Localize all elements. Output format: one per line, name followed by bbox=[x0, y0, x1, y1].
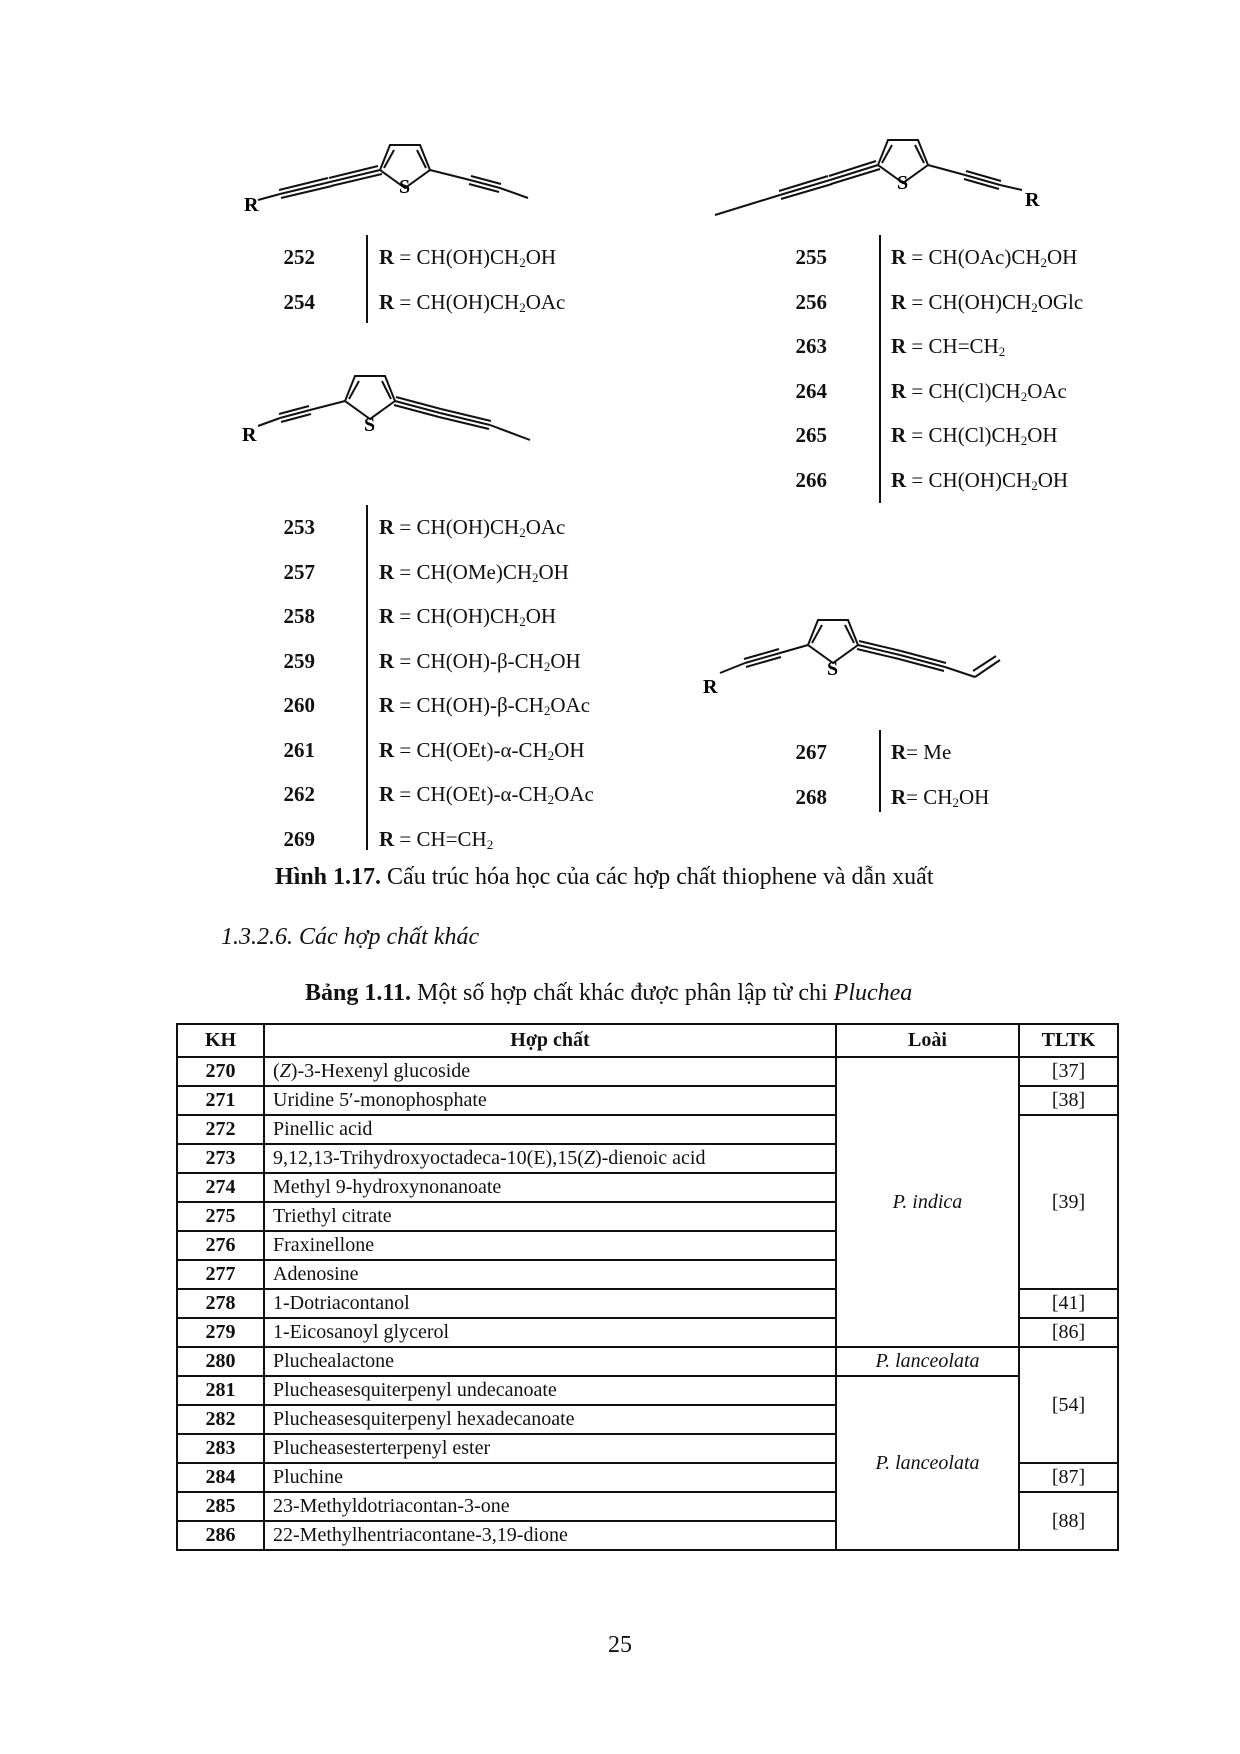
compound-name: 1-Eicosanoyl glycerol bbox=[264, 1318, 836, 1347]
reference-cell: [88] bbox=[1019, 1492, 1118, 1550]
compound-code: 270 bbox=[177, 1057, 264, 1086]
compound-name: 9,12,13-Trihydroxyoctadeca-10(E),15(Z)-dienoic acid bbox=[264, 1144, 836, 1173]
sulfur-label: S bbox=[827, 658, 839, 680]
compound-number: 254 bbox=[283, 289, 315, 314]
compound-name: Methyl 9-hydroxynonanoate bbox=[264, 1173, 836, 1202]
species-cell: P. lanceolata bbox=[836, 1347, 1019, 1376]
substituent-formula: $R = CH(OH)CH_2OH$ bbox=[379, 245, 557, 270]
compound-code: 286 bbox=[177, 1521, 264, 1550]
compound-number: 255 bbox=[795, 245, 827, 269]
compound-name: 22-Methylhentriacontane-3,19-dione bbox=[264, 1521, 836, 1550]
header-ref: TLTK bbox=[1019, 1024, 1118, 1057]
table-header-row bbox=[177, 1024, 1118, 1057]
reference-cell: [41] bbox=[1019, 1289, 1118, 1318]
compound-number: 266 bbox=[795, 467, 827, 492]
species-cell: P. indica bbox=[836, 1057, 1019, 1347]
substituent-formula: $R = CH(OH)-\beta-CH_2OH$ bbox=[379, 648, 581, 674]
header-species: Loài bbox=[836, 1024, 1019, 1057]
r-group-label: R bbox=[703, 676, 718, 698]
compound-number: 253 bbox=[283, 515, 315, 539]
substituent-formula: R= Me bbox=[891, 740, 952, 764]
substituent-formula: $R = CH(Cl)CH_2OAc$ bbox=[891, 378, 1067, 404]
compound-number: 260 bbox=[283, 693, 315, 717]
compound-number: 262 bbox=[283, 782, 315, 806]
compound-code: 280 bbox=[177, 1347, 264, 1376]
compound-name: Pluchealactone bbox=[264, 1347, 836, 1376]
compound-name: Plucheasesterterpenyl ester bbox=[264, 1434, 836, 1463]
compound-code: 272 bbox=[177, 1115, 264, 1144]
sulfur-label: S bbox=[364, 414, 376, 436]
compound-name: Pluchine bbox=[264, 1463, 836, 1492]
compound-number: 267 bbox=[795, 740, 827, 764]
r-group-label: R bbox=[244, 194, 259, 216]
compound-code: 284 bbox=[177, 1463, 264, 1492]
table-caption-text: Một số hợp chất khác được phân lập từ chi bbox=[411, 980, 834, 1006]
compound-number: 259 bbox=[283, 648, 315, 673]
table-label: Bảng 1.11. bbox=[305, 980, 412, 1006]
compound-number: 268 bbox=[795, 784, 827, 809]
section-heading: 1.3.2.6. Các hợp chất khác bbox=[221, 924, 480, 950]
substituent-formula: $R = CH(OEt)-\alpha-CH_2OAc$ bbox=[379, 782, 594, 807]
reference-cell: [87] bbox=[1019, 1463, 1118, 1492]
compound-number: 261 bbox=[283, 737, 315, 762]
substituent-formula: $R = CH=CH_2$ bbox=[891, 334, 1006, 359]
compound-code: 271 bbox=[177, 1086, 264, 1115]
compound-code: 277 bbox=[177, 1260, 264, 1289]
compound-name: Adenosine bbox=[264, 1260, 836, 1289]
reference-cell: [54] bbox=[1019, 1347, 1118, 1463]
compounds-table bbox=[176, 1023, 1119, 1551]
page-number: 25 bbox=[608, 1632, 632, 1658]
compound-name: Triethyl citrate bbox=[264, 1202, 836, 1231]
substituent-formula: $R = CH(OH)CH_2OH$ bbox=[891, 467, 1069, 493]
table-caption-genus: Pluchea bbox=[833, 980, 913, 1006]
structure-252-254 bbox=[240, 120, 580, 235]
reference-cell: [86] bbox=[1019, 1318, 1118, 1347]
compound-code: 281 bbox=[177, 1376, 264, 1405]
compound-code: 278 bbox=[177, 1289, 264, 1318]
substituent-formula: $R= CH_2OH$ bbox=[891, 784, 990, 810]
substituent-formula: $R = CH(OMe)CH_2OH$ bbox=[379, 559, 569, 585]
compound-code: 274 bbox=[177, 1173, 264, 1202]
compound-name: Uridine 5′-monophosphate bbox=[264, 1086, 836, 1115]
reference-cell: [37] bbox=[1019, 1057, 1118, 1086]
substituent-formula: $R = CH(OH)CH_2OAc$ bbox=[379, 515, 566, 540]
compound-number: 252 bbox=[283, 245, 315, 269]
substituent-formula: $R = CH(OH)CH_2OGlc$ bbox=[891, 289, 1084, 315]
substituent-formula: $R = CH(OEt)-\alpha-CH_2OH$ bbox=[379, 737, 585, 763]
compound-number: 263 bbox=[795, 334, 827, 358]
r-group-label: R bbox=[242, 424, 257, 446]
compound-code: 285 bbox=[177, 1492, 264, 1521]
header-kh: KH bbox=[177, 1024, 264, 1057]
species-cell: P. lanceolata bbox=[836, 1376, 1019, 1550]
compound-number: 264 bbox=[795, 378, 827, 403]
table-caption bbox=[305, 980, 912, 1007]
structure-255-266 bbox=[710, 120, 1070, 235]
substituent-formula: $R = CH(OH)CH_2OAc$ bbox=[379, 289, 566, 315]
compound-name: 23-Methyldotriacontan-3-one bbox=[264, 1492, 836, 1521]
compound-number: 256 bbox=[795, 289, 827, 314]
compound-name: (Z)-3-Hexenyl glucoside bbox=[264, 1057, 836, 1086]
compound-number: 269 bbox=[283, 826, 315, 851]
compound-name: Plucheasesquiterpenyl hexadecanoate bbox=[264, 1405, 836, 1434]
substituent-formula: $R = CH(Cl)CH_2OH$ bbox=[891, 423, 1058, 448]
compound-code: 275 bbox=[177, 1202, 264, 1231]
compound-number: 265 bbox=[795, 423, 827, 447]
sulfur-label: S bbox=[399, 176, 411, 198]
reference-cell: [39] bbox=[1019, 1115, 1118, 1289]
compound-name: Fraxinellone bbox=[264, 1231, 836, 1260]
compound-name: 1-Dotriacontanol bbox=[264, 1289, 836, 1318]
figure-caption bbox=[275, 864, 934, 891]
table-row bbox=[177, 1057, 1118, 1086]
table-row bbox=[177, 1376, 1118, 1405]
compound-code: 276 bbox=[177, 1231, 264, 1260]
compound-code: 283 bbox=[177, 1434, 264, 1463]
compound-name: Pinellic acid bbox=[264, 1115, 836, 1144]
header-compound: Hợp chất bbox=[264, 1024, 836, 1057]
figure-label: Hình 1.17. bbox=[275, 864, 382, 890]
structure-253-269 bbox=[240, 358, 600, 473]
sulfur-label: S bbox=[897, 172, 909, 194]
compound-code: 279 bbox=[177, 1318, 264, 1347]
table-row bbox=[177, 1347, 1118, 1376]
substituent-formula: $R = CH(OH)CH_2OH$ bbox=[379, 604, 557, 629]
compound-code: 273 bbox=[177, 1144, 264, 1173]
compound-number: 257 bbox=[283, 559, 315, 584]
compound-name: Plucheasesquiterpenyl undecanoate bbox=[264, 1376, 836, 1405]
structure-267-268 bbox=[700, 605, 1070, 720]
substituent-formula: $R = CH=CH_2$ bbox=[379, 826, 494, 852]
substituent-formula: $R = CH(OH)-\beta-CH_2OAc$ bbox=[379, 693, 591, 718]
compound-number: 258 bbox=[283, 604, 315, 628]
figure-text: Cấu trúc hóa học của các hợp chất thiophene và dẫn xuất bbox=[381, 864, 934, 890]
reference-cell: [38] bbox=[1019, 1086, 1118, 1115]
compound-code: 282 bbox=[177, 1405, 264, 1434]
r-group-label: R bbox=[1025, 189, 1040, 211]
substituent-formula: $R = CH(OAc)CH_2OH$ bbox=[891, 245, 1078, 270]
